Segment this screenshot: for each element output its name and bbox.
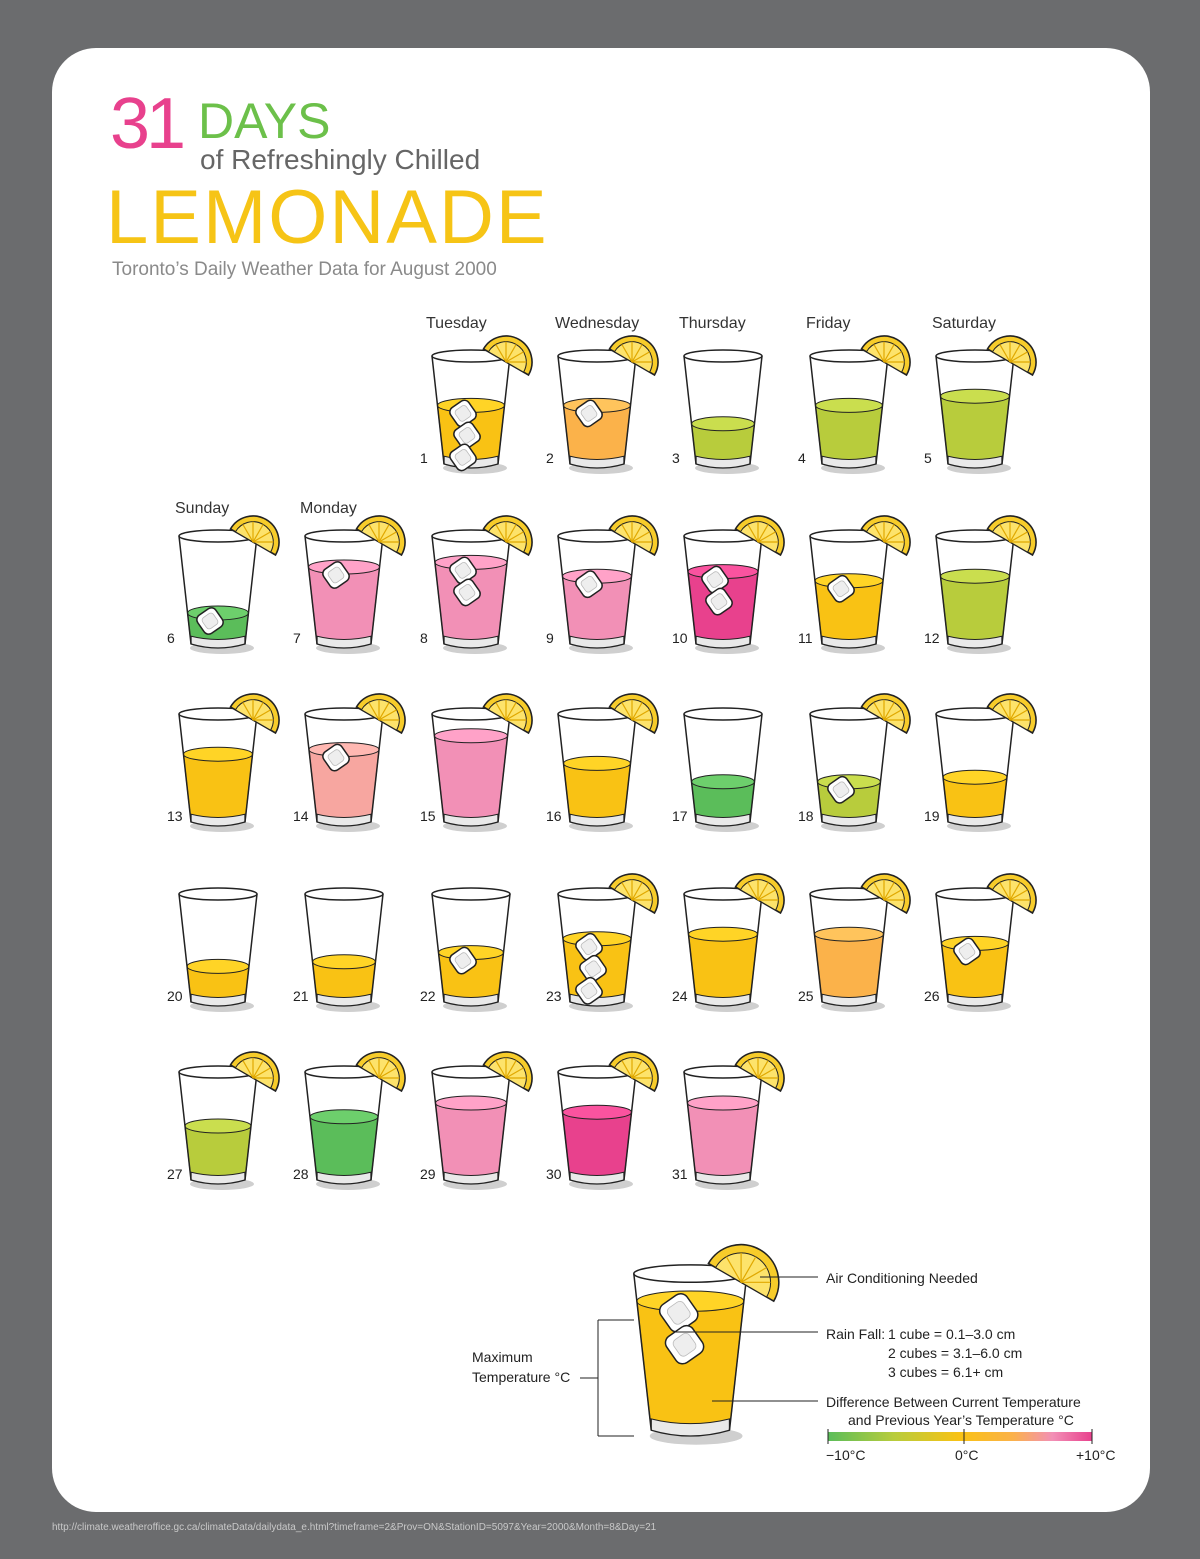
legend-scale-max: +10°C bbox=[1076, 1447, 1116, 1463]
legend-rain-1: 1 cube = 0.1–3.0 cm bbox=[888, 1326, 1016, 1342]
legend-max-2: Temperature °C bbox=[472, 1369, 571, 1385]
day-number: 12 bbox=[924, 630, 940, 646]
day-number: 23 bbox=[546, 988, 562, 1004]
day-number: 11 bbox=[798, 630, 813, 646]
day-number: 20 bbox=[167, 988, 183, 1004]
title-days: DAYS bbox=[198, 93, 331, 149]
day-number: 25 bbox=[798, 988, 814, 1004]
day-number: 8 bbox=[420, 630, 428, 646]
legend-glass-icon bbox=[634, 1245, 779, 1445]
day-number: 4 bbox=[798, 450, 806, 466]
legend-diff-2: and Previous Year’s Temperature °C bbox=[848, 1412, 1074, 1428]
day-number: 1 bbox=[420, 450, 428, 466]
day-number: 2 bbox=[546, 450, 554, 466]
day-number: 19 bbox=[924, 808, 940, 824]
day-number: 15 bbox=[420, 808, 436, 824]
legend-max-1: Maximum bbox=[472, 1349, 533, 1365]
source-url: http://climate.weatheroffice.gc.ca/climateData/dailydata_e.html?timeframe=2&Prov=ON&StationID=5097&Year=2000&Month=8&Day=21 bbox=[52, 1522, 657, 1533]
day-number: 6 bbox=[167, 630, 175, 646]
day-number: 3 bbox=[672, 450, 680, 466]
temperature-scale-bar bbox=[828, 1432, 1092, 1441]
legend-rain-2: 2 cubes = 3.1–6.0 cm bbox=[888, 1345, 1023, 1361]
title-tagline: of Refreshingly Chilled bbox=[200, 144, 481, 175]
weekday-monday: Monday bbox=[300, 500, 357, 517]
weekday-saturday: Saturday bbox=[932, 315, 997, 332]
day-number: 27 bbox=[167, 1166, 183, 1182]
legend-rain-title: Rain Fall: bbox=[826, 1326, 886, 1342]
weekday-friday: Friday bbox=[806, 315, 851, 332]
subtitle: Toronto’s Daily Weather Data for August 2000 bbox=[112, 259, 497, 280]
legend-ac-label: Air Conditioning Needed bbox=[826, 1270, 978, 1286]
day-number: 22 bbox=[420, 988, 436, 1004]
day-number: 21 bbox=[293, 988, 309, 1004]
legend-scale-min: −10°C bbox=[826, 1447, 866, 1463]
day-number: 10 bbox=[672, 630, 688, 646]
day-number: 28 bbox=[293, 1166, 309, 1182]
day-number: 26 bbox=[924, 988, 940, 1004]
day-number: 9 bbox=[546, 630, 554, 646]
day-number: 13 bbox=[167, 808, 183, 824]
title-number: 31 bbox=[110, 84, 183, 164]
weekday-tuesday: Tuesday bbox=[426, 315, 487, 332]
day-number: 5 bbox=[924, 450, 932, 466]
weekday-wednesday: Wednesday bbox=[555, 315, 640, 332]
weekday-thursday: Thursday bbox=[679, 315, 746, 332]
day-number: 16 bbox=[546, 808, 562, 824]
legend-diff-1: Difference Between Current Temperature bbox=[826, 1394, 1081, 1410]
legend-rain-3: 3 cubes = 6.1+ cm bbox=[888, 1364, 1004, 1380]
legend-scale-mid: 0°C bbox=[955, 1447, 979, 1463]
day-number: 17 bbox=[672, 808, 688, 824]
day-number: 18 bbox=[798, 808, 814, 824]
day-number: 31 bbox=[672, 1166, 688, 1182]
day-number: 29 bbox=[420, 1166, 436, 1182]
day-number: 30 bbox=[546, 1166, 562, 1182]
weekday-sunday: Sunday bbox=[175, 500, 230, 517]
title-lemonade: LEMONADE bbox=[106, 175, 549, 260]
day-number: 24 bbox=[672, 988, 688, 1004]
day-number: 7 bbox=[293, 630, 301, 646]
day-number: 14 bbox=[293, 808, 309, 824]
